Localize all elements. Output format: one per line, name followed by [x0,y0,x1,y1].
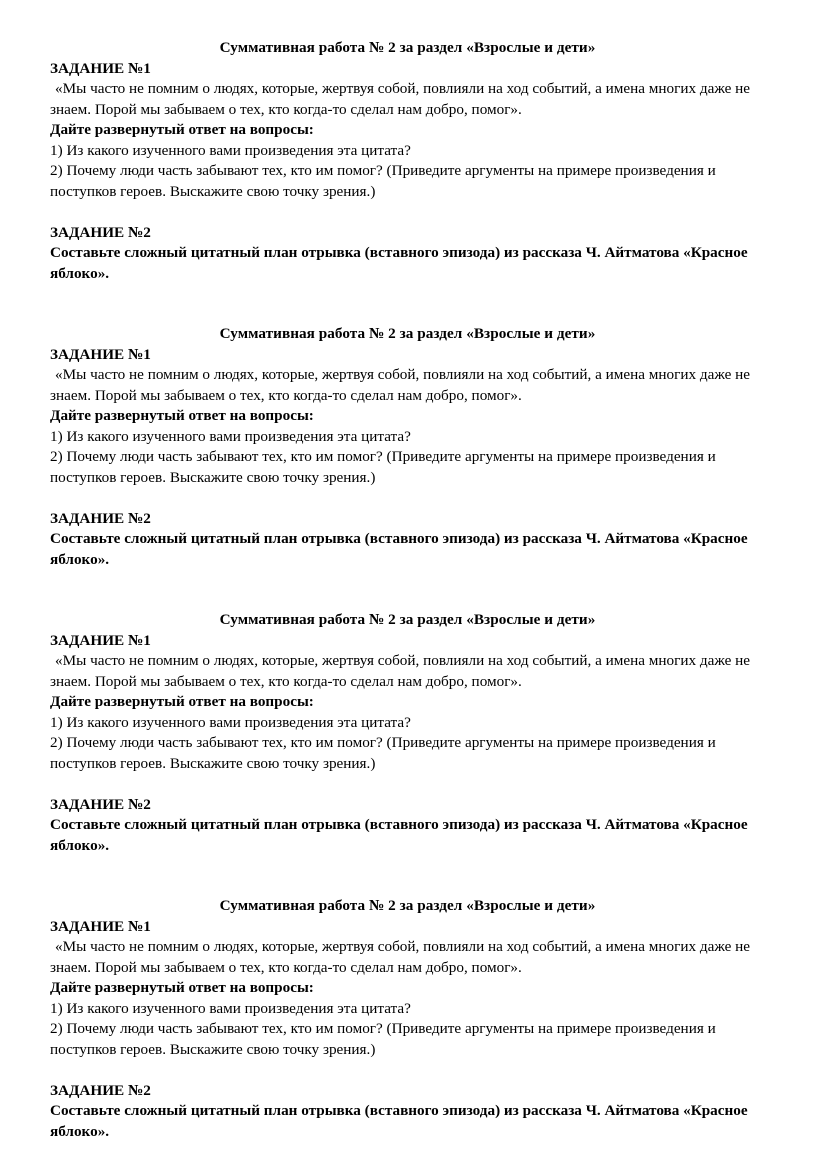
task-1-heading: ЗАДАНИЕ №1 [50,345,151,363]
summative-work-block-2 [50,324,765,570]
summative-work-block-1 [50,38,765,284]
task-2-heading: ЗАДАНИЕ №2 [50,1081,151,1099]
task-1-heading: ЗАДАНИЕ №1 [50,917,151,935]
page-title: Суммативная работа № 2 за раздел «Взрослые и дети» [219,611,596,628]
task-1-quote: «Мы часто не помним о людях, которые, жертвуя собой, повлияли на ход событий, а имена многих даже не знаем. Порой мы забываем о тех, кто когда-то сделал нам добро, помог». [50,80,751,118]
task-1-question-1: 1) Из какого изученного вами произведения эта цитата? [50,427,411,445]
task-1-quote: «Мы часто не помним о людях, которые, жертвуя собой, повлияли на ход событий, а имена многих даже не знаем. Порой мы забываем о тех, кто когда-то сделал нам добро, помог». [50,652,751,690]
task-2-instruction: Составьте сложный цитатный план отрывка (вставного эпизода) из рассказа Ч. Айтматова «Красное яблоко». [50,816,748,854]
task-1-question-1: 1) Из какого изученного вами произведения эта цитата? [50,713,411,731]
task-1-question-2: 2) Почему люди часть забывают тех, кто им помог? (Приведите аргументы на примере произведения и поступков героев. Выскажите свою точку зрения.) [50,1020,716,1058]
paragraph-spacer [50,488,765,509]
task-1-heading: ЗАДАНИЕ №1 [50,59,151,77]
task-1-quote: «Мы часто не помним о людях, которые, жертвуя собой, повлияли на ход событий, а имена многих даже не знаем. Порой мы забываем о тех, кто когда-то сделал нам добро, помог». [50,938,751,976]
summative-work-block-3 [50,610,765,856]
task-1-question-1: 1) Из какого изученного вами произведения эта цитата? [50,999,411,1017]
task-1-question-1: 1) Из какого изученного вами произведения эта цитата? [50,141,411,159]
task-1-heading: ЗАДАНИЕ №1 [50,631,151,649]
task-1-question-2: 2) Почему люди часть забывают тех, кто им помог? (Приведите аргументы на примере произведения и поступков героев. Выскажите свою точку зрения.) [50,448,716,486]
task-1-question-2: 2) Почему люди часть забывают тех, кто им помог? (Приведите аргументы на примере произведения и поступков героев. Выскажите свою точку зрения.) [50,162,716,200]
page-title: Суммативная работа № 2 за раздел «Взрослые и дети» [219,39,596,56]
task-1-answer-prompt: Дайте развернутый ответ на вопросы: [50,121,314,138]
task-1-question-2: 2) Почему люди часть забывают тех, кто им помог? (Приведите аргументы на примере произведения и поступков героев. Выскажите свою точку зрения.) [50,734,716,772]
task-2-instruction: Составьте сложный цитатный план отрывка (вставного эпизода) из рассказа Ч. Айтматова «Красное яблоко». [50,1102,748,1140]
page-title: Суммативная работа № 2 за раздел «Взрослые и дети» [219,325,596,342]
task-2-instruction: Составьте сложный цитатный план отрывка (вставного эпизода) из рассказа Ч. Айтматова «Красное яблоко». [50,530,748,568]
task-2-heading: ЗАДАНИЕ №2 [50,509,151,527]
task-1-quote: «Мы часто не помним о людях, которые, жертвуя собой, повлияли на ход событий, а имена многих даже не знаем. Порой мы забываем о тех, кто когда-то сделал нам добро, помог». [50,366,751,404]
task-2-instruction: Составьте сложный цитатный план отрывка (вставного эпизода) из рассказа Ч. Айтматова «Красное яблоко». [50,244,748,282]
paragraph-spacer [50,202,765,223]
task-2-heading: ЗАДАНИЕ №2 [50,795,151,813]
summative-work-block-4 [50,896,765,1142]
paragraph-spacer [50,774,765,795]
task-1-answer-prompt: Дайте развернутый ответ на вопросы: [50,693,314,710]
task-1-answer-prompt: Дайте развернутый ответ на вопросы: [50,979,314,996]
document-body [50,38,765,1142]
task-2-heading: ЗАДАНИЕ №2 [50,223,151,241]
page-title: Суммативная работа № 2 за раздел «Взрослые и дети» [219,897,596,914]
task-1-answer-prompt: Дайте развернутый ответ на вопросы: [50,407,314,424]
paragraph-spacer [50,1060,765,1081]
